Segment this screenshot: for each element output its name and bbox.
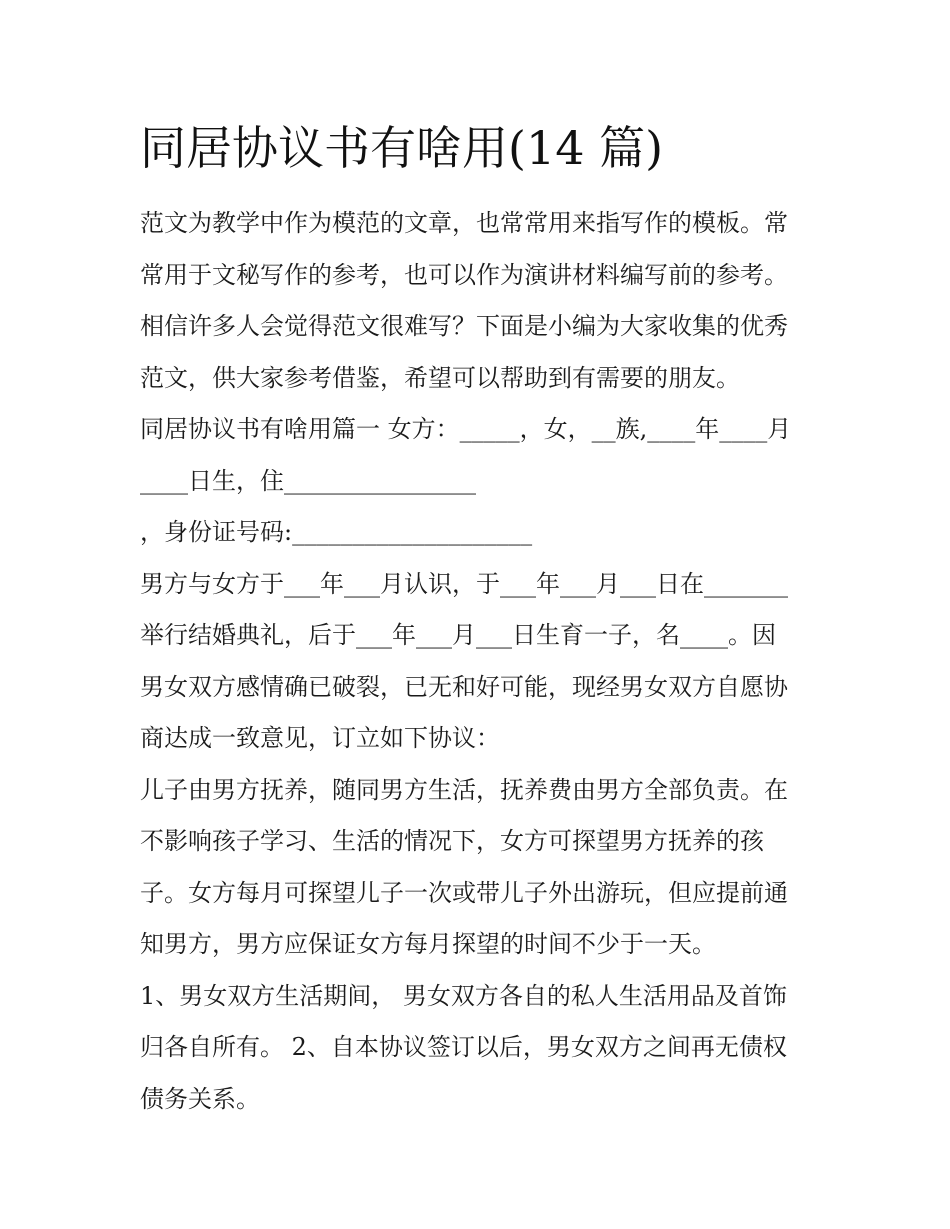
property-paragraph	[140, 971, 820, 1126]
text-line: 不影响孩子学习、生活的情况下，女方可探望男方抚养的孩	[140, 827, 764, 855]
text-line: 知男方，男方应保证女方每月探望的时间不少于一天。	[140, 930, 716, 958]
id-number-paragraph	[140, 507, 820, 559]
intro-paragraph	[140, 198, 820, 404]
document-title: 同居协议书有啥用(14 篇)	[140, 121, 664, 175]
text-line: 常用于文秘写作的参考，也可以作为演讲材料编写前的参考。	[140, 260, 788, 289]
background-paragraph	[140, 559, 820, 765]
text-line: 商达成一致意见，订立如下协议：	[140, 724, 500, 752]
text-line: 儿子由男方抚养，随同男方生活，抚养费由男方全部负责。在	[140, 775, 788, 804]
text-line: ，身份证号码:____________________	[140, 518, 533, 546]
text-line: 相信许多人会觉得范文很难写？下面是小编为大家收集的优秀	[140, 312, 788, 340]
party-female-paragraph	[140, 404, 820, 507]
text-line: 男方与女方于___年___月认识，于___年___月___日在_______	[140, 569, 788, 598]
text-line: 归各自所有。 2、自本协议签订以后，男女双方之间再无债权	[140, 1033, 787, 1061]
document-body	[140, 198, 820, 1125]
text-line: 子。女方每月可探望儿子一次或带儿子外出游玩，但应提前通	[140, 878, 788, 907]
text-line: 1、男女双方生活期间， 男女双方各自的私人生活用品及首饰	[140, 981, 787, 1010]
text-line: 男女双方感情确已破裂，已无和好可能，现经男女双方自愿协	[140, 672, 788, 701]
text-line: ____日生，住________________	[140, 466, 476, 495]
custody-paragraph	[140, 765, 820, 971]
text-line: 范文为教学中作为模范的文章，也常常用来指写作的模板。常	[140, 209, 788, 237]
text-line: 范文，供大家参考借鉴，希望可以帮助到有需要的朋友。	[140, 363, 740, 392]
text-line: 举行结婚典礼，后于___年___月___日生育一子，名____。因	[140, 621, 776, 649]
text-line: 债务关系。	[140, 1084, 260, 1113]
text-line: 同居协议书有啥用篇一 女方：_____，女，__族,____年____月	[140, 415, 792, 443]
